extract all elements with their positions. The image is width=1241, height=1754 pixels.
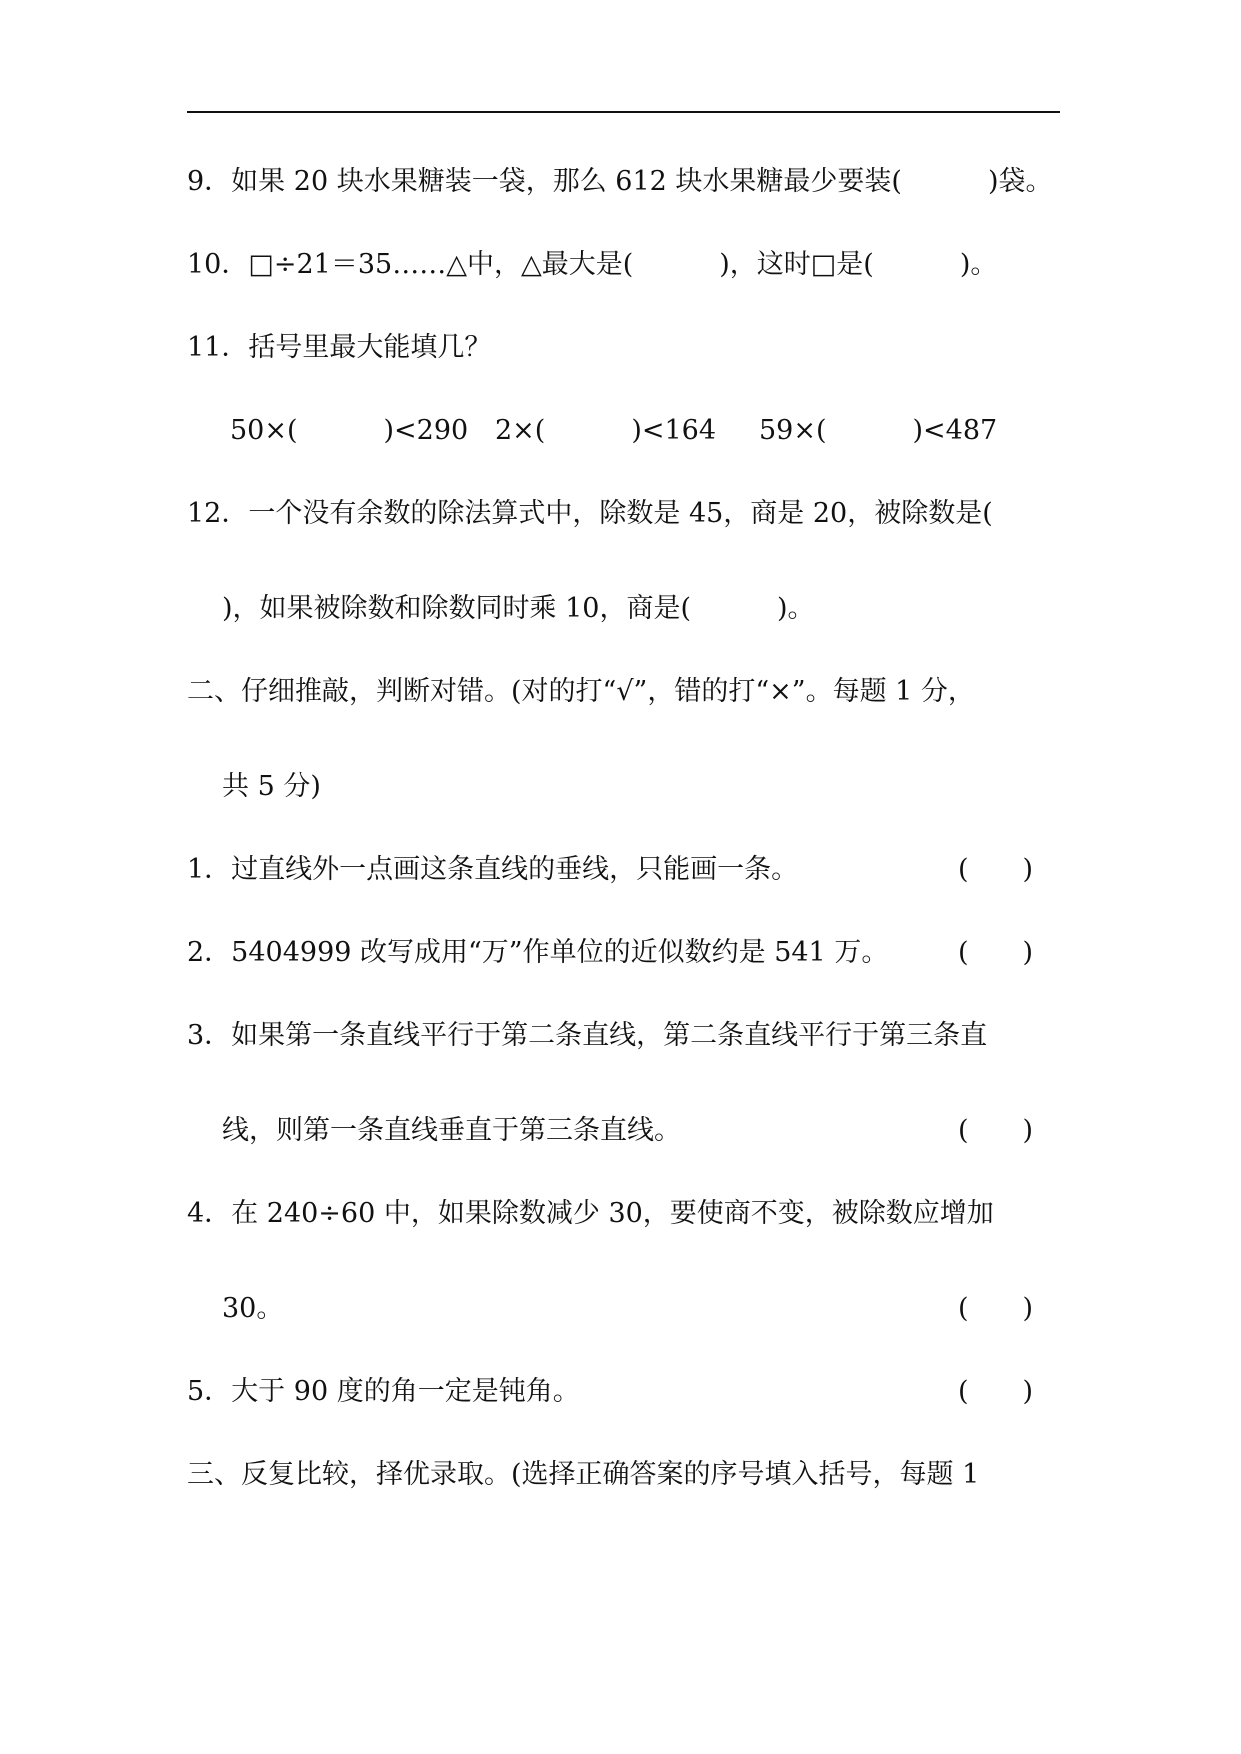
section-2-title-line-1: 二、仔细推敲，判断对错。(对的打“√”，错的打“×”。每题 1 分， <box>187 676 975 707</box>
q12-text-b: )。 <box>777 593 815 624</box>
question-11-title: 11．括号里最大能填几？ <box>187 332 492 363</box>
q10-text-a: 10．□÷21＝35……△中，△最大是( <box>187 249 634 280</box>
q11-p1-text-a: 50×( <box>230 415 298 446</box>
judge-item-5-answer[interactable]: ( ) <box>958 1376 1034 1407</box>
question-12-line-2 <box>222 592 815 626</box>
q11-part-1 <box>230 414 468 448</box>
q10-text-c: )。 <box>959 249 998 280</box>
judge-item-1-answer[interactable]: ( ) <box>958 854 1034 885</box>
q9-text-b: )袋。 <box>987 166 1053 197</box>
q12-text-a: )，如果被除数和除数同时乘 10，商是( <box>222 593 692 624</box>
q11-p1-text-b: )<290 <box>383 415 469 446</box>
question-12-line-1: 12．一个没有余数的除法算式中，除数是 45，商是 20，被除数是( <box>187 498 993 529</box>
section-2-title-line-2: 共 5 分) <box>222 771 321 802</box>
judge-item-1: 1．过直线外一点画这条直线的垂线，只能画一条。 <box>187 854 799 885</box>
judge-item-3-line-2: 线，则第一条直线垂直于第三条直线。 <box>222 1115 681 1146</box>
q11-p3-text-a: 59×( <box>759 415 827 446</box>
judge-item-5: 5．大于 90 度的角一定是钝角。 <box>187 1376 580 1407</box>
header-rule <box>187 111 1060 113</box>
q11-p2-text-a: 2×( <box>495 415 546 446</box>
judge-item-4-answer[interactable]: ( ) <box>958 1293 1034 1324</box>
judge-item-4-line-1: 4．在 240÷60 中，如果除数减少 30，要使商不变，被除数应增加 <box>187 1198 994 1229</box>
judge-item-2-answer[interactable]: ( ) <box>958 937 1034 968</box>
q11-part-3 <box>759 414 997 448</box>
judge-item-2: 2．5404999 改写成用“万”作单位的近似数约是 541 万。 <box>187 937 889 968</box>
section-3-title-line-1: 三、反复比较，择优录取。(选择正确答案的序号填入括号，每题 1 <box>187 1459 980 1490</box>
question-9 <box>187 165 1052 199</box>
q11-p2-text-b: )<164 <box>631 415 717 446</box>
question-10 <box>187 248 997 282</box>
q10-text-b: )，这时□是( <box>719 249 874 280</box>
judge-item-4-line-2: 30。 <box>222 1293 284 1324</box>
q11-part-2 <box>495 414 716 448</box>
judge-item-3-answer[interactable]: ( ) <box>958 1115 1034 1146</box>
q11-p3-text-b: )<487 <box>912 415 998 446</box>
q9-text-a: 9．如果 20 块水果糖装一袋，那么 612 块水果糖最少要装( <box>187 166 902 197</box>
judge-item-3-line-1: 3．如果第一条直线平行于第二条直线，第二条直线平行于第三条直 <box>187 1020 988 1051</box>
